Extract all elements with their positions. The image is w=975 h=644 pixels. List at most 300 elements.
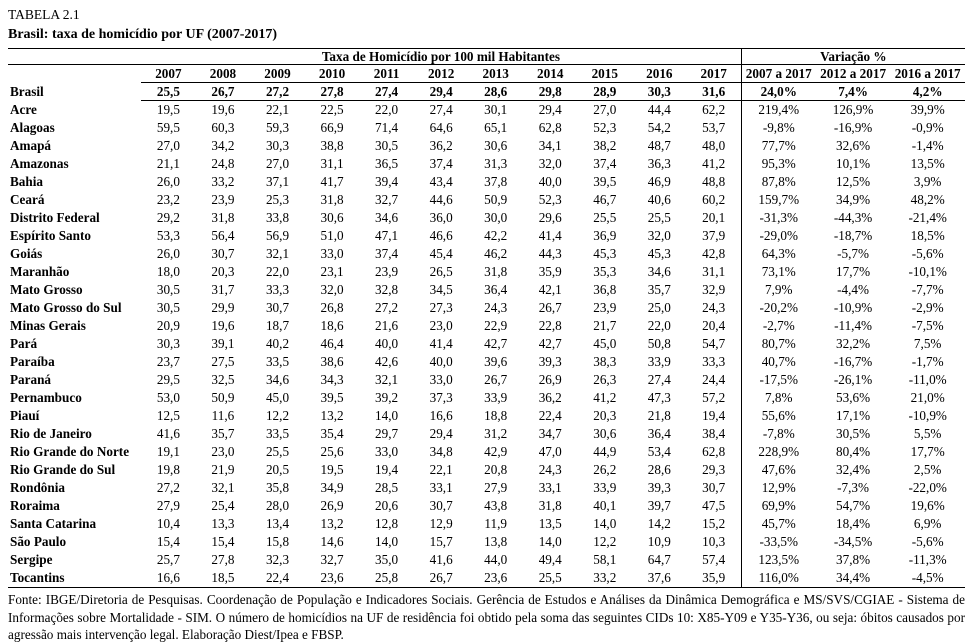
variation-cell: -21,4% [908,210,947,225]
rate-cell: 41,7 [320,174,344,189]
table-row [8,533,965,551]
variation-cell: -34,5% [833,534,873,549]
rate-cell: 32,9 [702,282,726,297]
rate-cell: 50,9 [484,192,508,207]
rate-cell: 18,8 [484,408,508,423]
rate-cell: 42,9 [484,444,508,459]
rate-cell: 21,9 [211,462,235,477]
variation-cell: -33,5% [741,533,816,551]
rate-cell: 30,6 [484,138,508,153]
variation-cell: -5,6% [911,534,944,549]
variation-cell: -7,8% [741,425,816,443]
rate-cell: 37,6 [632,569,687,588]
rate-cell: 33,3 [702,354,726,369]
rate-cell: 14,0 [375,534,399,549]
rate-cell: 25,5 [523,569,578,588]
rate-cell: 33,5 [265,426,290,441]
row-label: São Paulo [10,534,67,549]
rate-cell: 19,6 [211,102,235,117]
rate-cell: 45,0 [265,390,290,405]
variation-cell: -1,4% [911,138,944,153]
rate-cell: 29,6 [538,210,562,225]
rate-cell: 35,7 [211,426,235,441]
rate-cell: 48,8 [702,174,726,189]
rate-cell: 34,8 [429,444,453,459]
rate-cell: 47,3 [647,390,671,405]
variation-cell: 80,7% [741,335,816,353]
column-header-row [8,65,965,83]
rate-cell: 34,9 [320,480,344,495]
rate-cell: 38,6 [320,354,344,369]
rate-cell: 39,1 [211,336,235,351]
rate-cell: 14,6 [320,534,344,549]
row-label: Ceará [10,192,45,207]
rate-cell: 35,9 [538,264,562,279]
table-row [8,155,965,173]
rate-cell: 39,2 [375,390,399,405]
rate-cell: 62,8 [538,120,562,135]
rate-cell: 20,1 [702,210,726,225]
variation-cell: 123,5% [741,551,816,569]
variation-cell: 95,3% [741,155,816,173]
variation-group-header: Variação % [741,49,965,65]
rate-cell: 18,7 [265,318,290,333]
row-label: Rio Grande do Norte [10,444,130,459]
rate-cell: 32,1 [211,480,235,495]
rate-cell: 13,4 [265,516,290,531]
variation-cell: -7,3% [837,480,869,495]
rate-cell: 59,3 [265,120,290,135]
rate-cell: 19,5 [156,102,180,117]
table-row [8,335,965,353]
variation-cell: 6,9% [913,516,942,531]
rate-cell: 25,5 [647,210,671,225]
rate-cell: 42,6 [375,354,399,369]
rate-cell: 24,3 [484,300,508,315]
rate-cell: 42,7 [484,336,508,351]
rate-cell: 30,5 [375,138,399,153]
rate-cell: 27,0 [593,102,617,117]
rate-cell: 28,5 [375,480,399,495]
rate-cell: 41,2 [702,156,726,171]
rate-cell: 41,4 [538,228,562,243]
rate-cell: 29,2 [156,210,180,225]
rate-cell: 31,8 [320,192,344,207]
rate-cell: 30,5 [156,282,180,297]
rate-cell: 48,7 [647,138,671,153]
variation-cell: 34,9% [836,192,871,207]
rate-cell: 11,6 [211,408,235,423]
table-row [8,263,965,281]
variation-cell: -18,7% [833,228,873,243]
variation-cell: -44,3% [833,210,873,225]
rate-cell: 27,0 [265,156,290,171]
rate-cell: 24,8 [211,156,235,171]
rate-cell: 25,7 [156,552,180,567]
rate-cell: 30,7 [702,480,726,495]
table-row [8,101,965,120]
rate-cell: 45,4 [429,246,453,261]
table-row [8,281,965,299]
variation-cell: -29,0% [741,227,816,245]
variation-cell: 126,9% [832,102,874,117]
year-column-header: 2012 [414,65,469,83]
rate-cell: 53,4 [647,444,671,459]
rate-cell: 47,0 [538,444,562,459]
rate-cell: 31,8 [484,264,508,279]
rate-cell: 23,9 [375,264,399,279]
variation-cell: 7,8% [741,389,816,407]
rate-cell: 27,8 [305,83,360,101]
rate-cell: 34,3 [320,372,344,387]
row-label: Goiás [10,246,43,261]
rate-cell: 30,1 [484,102,508,117]
table-row [8,137,965,155]
rate-cell: 13,3 [211,516,235,531]
year-column-header: 2017 [687,65,742,83]
rate-cell: 37,1 [265,174,290,189]
variation-cell: 219,4% [741,101,816,120]
rate-cell: 25,0 [647,300,671,315]
rate-cell: 32,1 [375,372,399,387]
variation-cell: -31,3% [741,209,816,227]
rate-cell: 54,7 [702,336,726,351]
row-label: Mato Grosso [10,282,83,297]
row-label: Pará [10,336,38,351]
rate-cell: 46,7 [593,192,617,207]
rate-cell: 16,6 [429,408,453,423]
row-label: Amapá [10,138,52,153]
table-row [8,569,965,588]
rate-cell: 27,3 [429,300,453,315]
rate-cell: 39,5 [320,390,344,405]
row-label: Amazonas [10,156,69,171]
rate-cell: 29,9 [211,300,235,315]
variation-cell: 32,2% [836,336,871,351]
variation-cell: 2,5% [913,462,942,477]
variation-cell: 64,3% [741,245,816,263]
rate-cell: 26,5 [429,264,453,279]
rate-cell: 22,8 [538,318,562,333]
year-column-header: 2007 [141,65,196,83]
variation-cell: 37,8% [836,552,871,567]
rate-cell: 30,0 [484,210,508,225]
rate-cell: 23,9 [211,192,235,207]
rate-cell: 33,1 [538,480,562,495]
variation-cell: 18,5% [910,228,945,243]
rate-cell: 37,4 [593,156,617,171]
rate-cell: 26,3 [593,372,617,387]
rate-cell: 29,4 [538,102,562,117]
variation-cell: 228,9% [741,443,816,461]
rate-cell: 31,7 [211,282,235,297]
rate-cell: 29,3 [702,462,726,477]
rate-cell: 13,2 [320,516,344,531]
variation-cell: 54,7% [836,498,871,513]
rate-cell: 35,8 [265,480,290,495]
rate-cell: 36,5 [375,156,399,171]
rate-cell: 57,2 [702,390,726,405]
rate-cell: 64,7 [647,552,671,567]
rate-cell: 33,2 [578,569,633,588]
rate-cell: 12,5 [156,408,180,423]
rate-cell: 37,8 [484,174,508,189]
variation-cell: -26,1% [833,372,873,387]
variation-cell: 116,0% [741,569,816,588]
rate-cell: 36,2 [429,138,453,153]
rate-cell: 59,5 [156,120,180,135]
rate-cell: 56,4 [211,228,235,243]
table-row [8,317,965,335]
variation-cell: 7,4% [816,83,891,101]
rate-cell: 39,5 [593,174,617,189]
rate-cell: 50,8 [647,336,671,351]
rate-cell: 38,8 [320,138,344,153]
variation-cell: 12,5% [836,174,871,189]
rate-cell: 19,5 [320,462,344,477]
rate-cell: 25,8 [359,569,414,588]
rate-cell: 39,7 [647,498,671,513]
rate-cell: 20,8 [484,462,508,477]
table-body [8,83,965,588]
variation-cell: 40,7% [741,353,816,371]
rate-cell: 21,1 [156,156,180,171]
table-row [8,191,965,209]
rate-cell: 49,4 [538,552,562,567]
rate-cell: 23,0 [429,318,453,333]
rate-cell: 34,1 [538,138,562,153]
rates-group-header: Taxa de Homicídio por 100 mil Habitantes [141,49,741,65]
rate-cell: 33,3 [265,282,290,297]
rate-cell: 53,3 [156,228,180,243]
rate-cell: 29,4 [429,426,453,441]
rate-cell: 41,4 [429,336,453,351]
variation-cell: 53,6% [836,390,871,405]
rate-cell: 14,2 [647,516,671,531]
rate-cell: 53,7 [702,120,726,135]
rate-cell: 52,3 [538,192,562,207]
variation-cell: 24,0% [741,83,816,101]
rate-cell: 32,7 [320,552,344,567]
rate-cell: 14,0 [375,408,399,423]
rate-cell: 58,1 [593,552,617,567]
variation-cell: 32,4% [836,462,871,477]
rate-cell: 24,3 [702,300,726,315]
rate-cell: 22,1 [429,462,453,477]
table-row [8,407,965,425]
rate-cell: 31,8 [538,498,562,513]
rate-cell: 31,2 [484,426,508,441]
variation-cell: -17,5% [741,371,816,389]
variation-cell: -2,9% [911,300,944,315]
rate-cell: 45,0 [593,336,617,351]
year-column-header: 2009 [250,65,305,83]
rate-cell: 34,6 [265,372,290,387]
rate-cell: 39,3 [647,480,671,495]
rate-cell: 27,2 [375,300,399,315]
rate-cell: 25,5 [593,210,617,225]
rate-cell: 40,0 [429,354,453,369]
rate-cell: 30,7 [429,498,453,513]
variation-cell: 80,4% [836,444,871,459]
rate-cell: 36,3 [647,156,671,171]
rate-cell: 14,0 [538,534,562,549]
rate-cell: 15,8 [265,534,290,549]
table-row [8,461,965,479]
rate-cell: 20,4 [702,318,726,333]
rate-cell: 40,1 [593,498,617,513]
rate-cell: 25,6 [320,444,344,459]
rate-cell: 42,1 [538,282,562,297]
rate-cell: 30,6 [320,210,344,225]
variation-cell: 18,4% [836,516,871,531]
rate-cell: 19,8 [156,462,180,477]
rate-cell: 22,1 [265,102,290,117]
rate-cell: 29,4 [414,83,469,101]
empty-corner-cell [8,65,141,83]
rate-cell: 34,5 [429,282,453,297]
rate-cell: 39,6 [484,354,508,369]
variation-column-header: 2016 a 2017 [890,65,965,83]
rate-cell: 52,3 [593,120,617,135]
variation-cell: 69,9% [741,497,816,515]
rate-cell: 20,3 [593,408,617,423]
rate-cell: 27,5 [211,354,235,369]
rate-cell: 35,9 [687,569,742,588]
variation-cell: 4,2% [890,83,965,101]
rate-cell: 15,7 [429,534,453,549]
rate-cell: 60,2 [702,192,726,207]
variation-cell: -11,0% [908,372,947,387]
rate-cell: 15,2 [702,516,726,531]
rate-cell: 19,4 [375,462,399,477]
rate-cell: 23,7 [156,354,180,369]
rate-cell: 10,4 [156,516,180,531]
rate-cell: 27,0 [156,138,180,153]
rate-cell: 22,9 [484,318,508,333]
row-label: Acre [10,101,37,117]
row-label: Mato Grosso do Sul [10,300,122,315]
rate-cell: 46,2 [484,246,508,261]
variation-cell: -0,9% [911,120,944,135]
table-row [8,353,965,371]
rate-cell: 26,8 [320,300,344,315]
rate-cell: 35,3 [593,264,617,279]
variation-cell: 47,6% [741,461,816,479]
rate-cell: 47,5 [702,498,726,513]
rate-cell: 30,3 [265,138,290,153]
rate-cell: 27,4 [647,372,671,387]
year-column-header: 2015 [578,65,633,83]
table-row [8,119,965,137]
variation-cell: 87,8% [741,173,816,191]
variation-cell: -11,4% [834,318,873,333]
rate-cell: 32,0 [538,156,562,171]
rate-cell: 25,4 [211,498,235,513]
row-label: Tocantins [8,569,141,588]
variation-cell: -10,9% [833,300,873,315]
variation-cell: 32,6% [836,138,871,153]
rate-cell: 32,5 [211,372,235,387]
table-number: TABELA 2.1 [8,7,80,22]
variation-cell: 10,1% [836,156,871,171]
rate-cell: 27,2 [156,480,180,495]
variation-cell: 21,0% [910,390,945,405]
rate-cell: 32,8 [375,282,399,297]
rate-cell: 37,9 [702,228,726,243]
rate-cell: 19,6 [211,318,235,333]
rate-cell: 28,0 [265,498,290,513]
variation-cell: 45,7% [741,515,816,533]
row-label: Pernambuco [10,390,82,405]
rate-cell: 23,1 [320,264,344,279]
rate-cell: 36,8 [593,282,617,297]
rate-cell: 31,8 [211,210,235,225]
rate-cell: 27,2 [250,83,305,101]
rate-cell: 32,7 [375,192,399,207]
rate-cell: 56,9 [265,228,290,243]
row-label: Rio de Janeiro [10,426,92,441]
table-row [8,425,965,443]
rate-cell: 30,7 [211,246,235,261]
variation-cell: 55,6% [741,407,816,425]
rate-cell: 45,3 [593,246,617,261]
rate-cell: 41,2 [593,390,617,405]
rate-cell: 26,0 [156,246,180,261]
rate-cell: 22,0 [375,102,399,117]
rate-cell: 42,8 [702,246,726,261]
year-column-header: 2008 [196,65,251,83]
rate-cell: 28,9 [578,83,633,101]
rate-cell: 27,8 [211,552,235,567]
rate-cell: 18,6 [320,318,344,333]
rate-cell: 25,5 [265,444,290,459]
row-label: Minas Gerais [10,318,86,333]
rate-cell: 44,3 [538,246,562,261]
rate-cell: 23,9 [593,300,617,315]
rate-cell: 33,1 [429,480,453,495]
variation-cell: -4,4% [837,282,869,297]
rate-cell: 22,0 [265,264,290,279]
variation-cell: 3,9% [913,174,942,189]
rate-cell: 38,2 [593,138,617,153]
rate-cell: 23,6 [468,569,523,588]
rate-cell: 27,4 [359,83,414,101]
rate-cell: 15,4 [211,534,235,549]
rate-cell: 26,9 [538,372,562,387]
rate-cell: 26,2 [593,462,617,477]
rate-cell: 26,7 [538,300,562,315]
rate-cell: 26,7 [196,83,251,101]
rate-cell: 48,0 [702,138,726,153]
rate-cell: 14,0 [593,516,617,531]
rate-cell: 20,3 [211,264,235,279]
rate-cell: 45,3 [647,246,671,261]
rate-cell: 36,2 [538,390,562,405]
rate-cell: 32,3 [265,552,290,567]
rate-cell: 33,9 [593,480,617,495]
rate-cell: 32,0 [647,228,671,243]
table-title: Brasil: taxa de homicídio por UF (2007-2017) [8,27,278,42]
rate-cell: 43,4 [429,174,453,189]
variation-cell: -4,5% [890,569,965,588]
rate-cell: 34,7 [538,426,562,441]
source-note: Fonte: IBGE/Diretoria de Pesquisas. Coordenação de População e Indicadores Sociais. Gerência de Estudos e Análises da Dinâmica Demográfica e MS/SVS/CGIAE - Sistema de Informações sobre Mortalidade - SIM. O número de homicídios na UF de residência foi obtido pela soma das seguintes CIDs 10: X85-Y09 e Y35-Y36, ou seja: óbitos causados por agressão mais intervenção legal. Elaboração Diest/Ipea e FBSP. [8,592,965,642]
variation-cell: 34,4% [816,569,891,588]
variation-cell: 7,9% [741,281,816,299]
rate-cell: 36,0 [429,210,453,225]
row-label: Piauí [10,408,40,423]
